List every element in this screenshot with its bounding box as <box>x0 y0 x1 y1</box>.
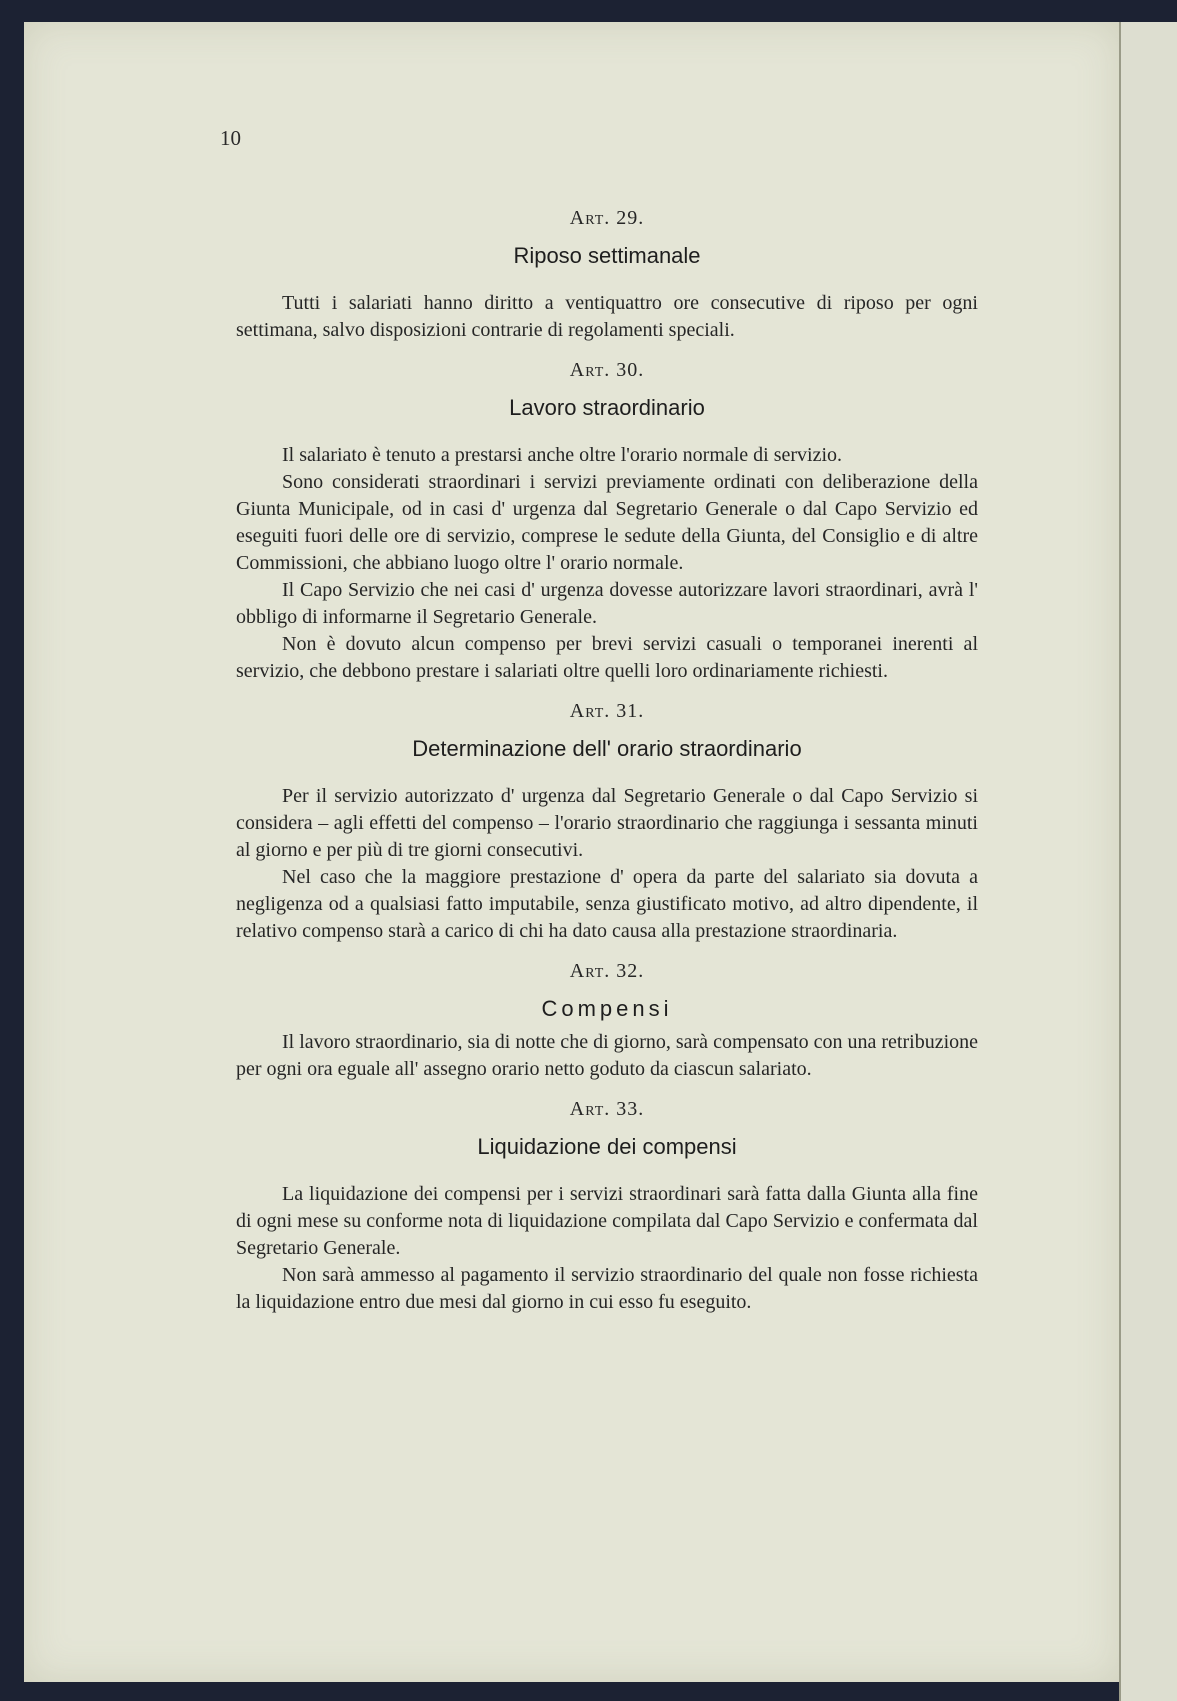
article-title: Determinazione dell' orario straordinario <box>412 736 802 761</box>
paragraph: Sono considerati straordinari i servizi previamente ordinati con deliberazione della Giunta Municipale, od in casi d' urgenza dal Segretario Generale o dal Capo Servizio ed eseguiti fuori delle ore di servizio, comprese le sedute della Giunta, del Consiglio e di altre Commissioni, che abbiano luogo oltre l' orario normale. <box>236 471 978 574</box>
article-29 <box>236 200 978 344</box>
paragraph: Non è dovuto alcun compenso per brevi servizi casuali o temporanei inerenti al servizio, che debbono prestare i salariati oltre quelli loro ordinariamente richiesti. <box>236 633 978 682</box>
paragraph: Il Capo Servizio che nei casi d' urgenza dovesse autorizzare lavori straordinari, avrà l' obbligo di informarne il Segretario Generale. <box>236 579 978 628</box>
article-number: Art. 30. <box>569 359 645 381</box>
article-title: Compensi <box>541 996 673 1021</box>
article-32 <box>236 953 978 1083</box>
article-title: Liquidazione dei compensi <box>477 1134 737 1159</box>
paragraph: Il salariato è tenuto a prestarsi anche oltre l'orario normale di servizio. <box>282 444 843 466</box>
document-body <box>236 200 978 1324</box>
article-30 <box>236 352 978 685</box>
paragraph: Tutti i salariati hanno diritto a ventiquattro ore consecutive di riposo per ogni settimana, salvo disposizioni contrarie di regolamenti speciali. <box>236 292 978 341</box>
article-title: Lavoro straordinario <box>509 395 705 420</box>
article-title: Riposo settimanale <box>513 243 701 268</box>
paragraph: Il lavoro straordinario, sia di notte che di giorno, sarà compensato con una retribuzione per ogni ora eguale all' assegno orario netto goduto da ciascun salariato. <box>236 1031 978 1080</box>
article-number: Art. 31. <box>569 700 645 722</box>
paragraph: La liquidazione dei compensi per i servizi straordinari sarà fatta dalla Giunta alla fine di ogni mese su conforme nota di liquidazione compilata dal Capo Servizio e confermata dal Segretario Generale. <box>236 1183 978 1259</box>
article-number: Art. 33. <box>569 1098 645 1120</box>
article-31 <box>236 693 978 945</box>
article-33 <box>236 1091 978 1316</box>
article-number: Art. 32. <box>569 960 645 982</box>
facing-page-edge <box>1119 22 1177 1701</box>
paragraph: Per il servizio autorizzato d' urgenza dal Segretario Generale o dal Capo Servizio si considera – agli effetti del compenso – l'orario straordinario che raggiunga i sessanta minuti al giorno e per più di tre giorni consecutivi. <box>236 785 978 861</box>
article-number: Art. 29. <box>569 207 645 229</box>
paragraph: Non sarà ammesso al pagamento il servizio straordinario del quale non fosse richiesta la liquidazione entro due mesi dal giorno in cui esso fu eseguito. <box>236 1264 978 1313</box>
page-number: 10 <box>220 126 241 150</box>
paragraph: Nel caso che la maggiore prestazione d' opera da parte del salariato sia dovuta a negligenza od a qualsiasi fatto imputabile, senza giustificato motivo, ad altro dipendente, il relativo compenso starà a carico di chi ha dato causa alla prestazione straordinaria. <box>236 866 978 942</box>
